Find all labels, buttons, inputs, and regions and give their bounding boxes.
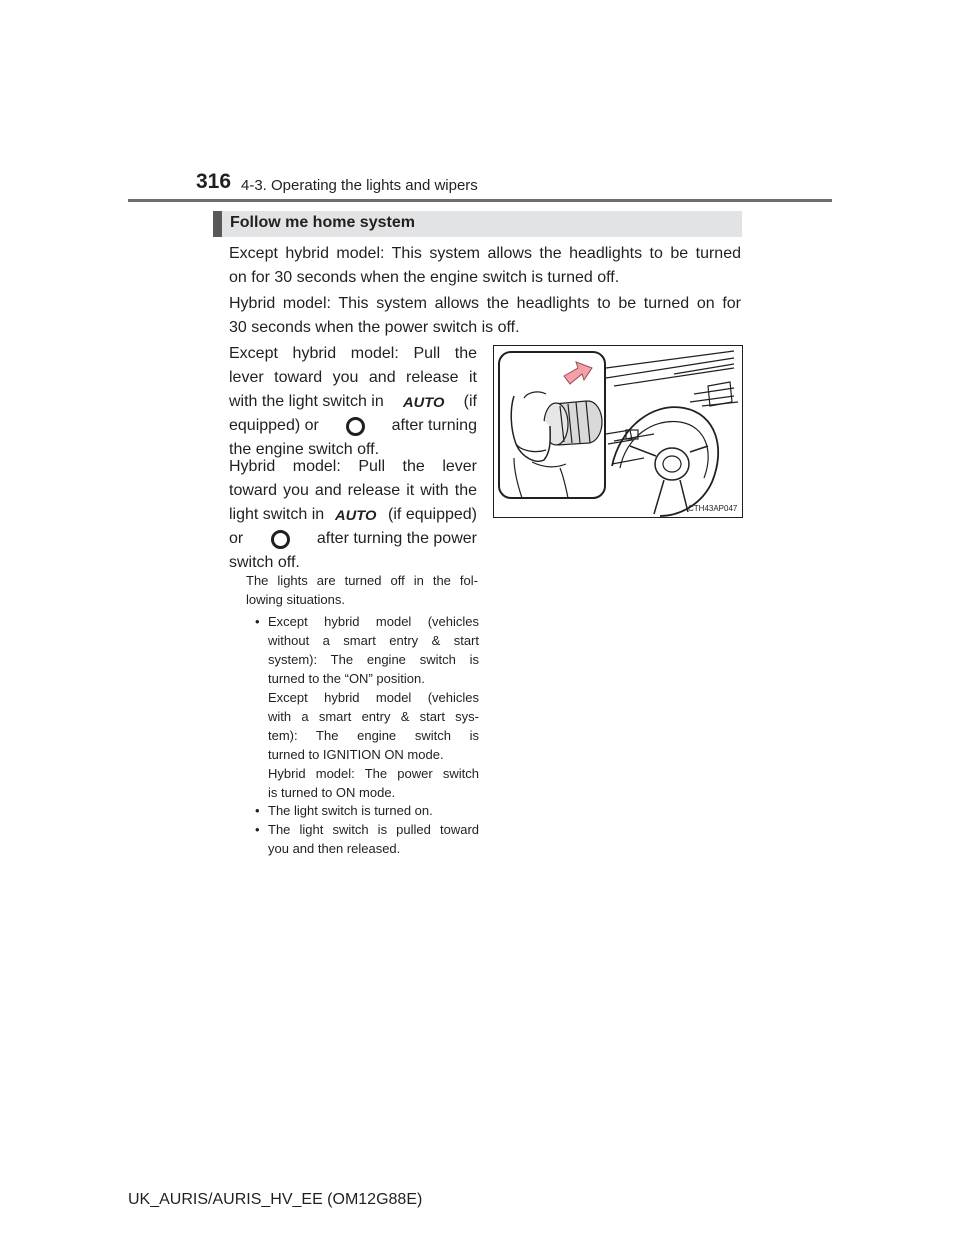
steering-lever-drawing: [494, 346, 742, 517]
instruction-hybrid: [229, 455, 477, 575]
lever-illustration: [493, 345, 743, 518]
bullet-text: [268, 612, 479, 802]
header-rule: [128, 199, 832, 202]
bullet-line: Hybrid model: The power switch: [268, 766, 479, 781]
instruction-line: switch off.: [229, 554, 300, 571]
section-header: 4-3. Operating the lights and wipers: [241, 177, 478, 194]
instruction-text: after turning the power: [316, 530, 477, 547]
instruction-text: equipped) or: [229, 417, 319, 434]
instruction-line: the engine switch off.: [229, 441, 380, 458]
section-title: Follow me home system: [230, 214, 415, 231]
instruction-line: [229, 390, 477, 414]
intro-line: Hybrid model: This system allows the headlights to be turned on for: [229, 295, 741, 312]
section-title-marker: [213, 211, 222, 237]
bullet-text: [268, 801, 479, 820]
page-number: 316: [196, 170, 232, 193]
instruction-line: Hybrid model: Pull the lever: [229, 458, 477, 475]
intro-except-hybrid: [229, 242, 741, 290]
headlight-switch-icon: [271, 530, 290, 549]
bullet-marker: •: [255, 614, 260, 629]
page-footer: UK_AURIS/AURIS_HV_EE (OM12G88E): [128, 1191, 423, 1208]
instruction-except-hybrid: [229, 342, 477, 462]
instruction-line: [229, 414, 477, 438]
instruction-text: (if: [463, 393, 477, 410]
bullet-line: with a smart entry & start sys-: [268, 709, 479, 724]
note-line: lowing situations.: [246, 592, 345, 607]
instruction-text: after turning: [391, 417, 477, 434]
auto-switch-icon: AUTO: [402, 394, 445, 410]
bullet-text: [268, 820, 479, 858]
figure-code: CTH43AP047: [688, 504, 738, 513]
instruction-line: toward you and release it with the: [229, 482, 477, 499]
bullet-line: is turned to ON mode.: [268, 785, 396, 800]
instruction-line: lever toward you and release it: [229, 369, 477, 386]
bullet-line: you and then released.: [268, 841, 401, 856]
instruction-text: or: [229, 530, 244, 547]
intro-line: 30 seconds when the power switch is off.: [229, 319, 520, 336]
bullet-line: turned to IGNITION ON mode.: [268, 747, 444, 762]
instruction-text: with the light switch in: [229, 393, 384, 410]
headlight-switch-icon: [346, 417, 365, 436]
instruction-line: [229, 527, 477, 551]
bullet-line: without a smart entry & start: [268, 633, 479, 648]
bullet-line: The light switch is pulled toward: [268, 822, 479, 837]
bullet-line: tem): The engine switch is: [268, 728, 479, 743]
bullet-marker: •: [255, 822, 260, 837]
instruction-text: (if equipped): [388, 506, 477, 523]
instruction-line: [229, 503, 477, 527]
bullet-line: Except hybrid model (vehicles: [268, 614, 479, 629]
instruction-line: Except hybrid model: Pull the: [229, 345, 477, 362]
bullet-line: Except hybrid model (vehicles: [268, 690, 479, 705]
bullet-line: system): The engine switch is: [268, 652, 479, 667]
intro-hybrid: [229, 292, 741, 340]
intro-line: Except hybrid model: This system allows the headlights to be turned: [229, 245, 741, 262]
note-intro: [246, 571, 478, 609]
intro-line: on for 30 seconds when the engine switch is turned off.: [229, 269, 620, 286]
note-line: The lights are turned off in the fol-: [246, 573, 478, 588]
bullet-marker: •: [255, 803, 260, 818]
auto-switch-icon: AUTO: [335, 507, 377, 523]
section-title-bar: [213, 211, 742, 237]
instruction-text: light switch in: [229, 506, 325, 523]
bullet-line: turned to the “ON” position.: [268, 671, 425, 686]
bullet-line: The light switch is turned on.: [268, 803, 433, 818]
